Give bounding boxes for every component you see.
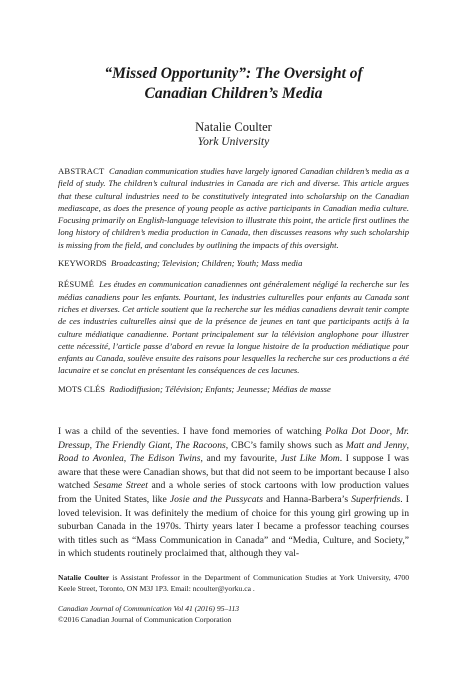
show-title: Josie and the Pussycats <box>169 494 263 506</box>
journal-info: Canadian Journal of Communication Vol 41 (2016) 95–113 <box>58 604 240 614</box>
show-title: The Racoons <box>175 439 226 451</box>
show-title: The Friendly Giant <box>94 439 171 451</box>
body-text: , <box>89 439 95 451</box>
keywords-text: Broadcasting; Television; Children; Youth; Mass media <box>111 258 303 269</box>
show-title: The Edison Twins <box>129 453 201 465</box>
keywords <box>58 257 409 269</box>
body-text: and a whole series of stock cartoons with low production values from the United States, like <box>58 480 409 506</box>
resume-text: Les études en communication canadiennes ont généralement négligé la recherche sur les médias canadiens pour les enfants. Pourtant, les industries culturelles pour enfants au Canada sont riches et diverses. Cet article soutient que la recherche sur les médias canadiens devrait tenir compte de ces industries culturelles ainsi que de la présence de jeunes en tant que participants actifs à la culture médiatique canadienne. Portant principalement sur la télévision anglophone pour illustrer cette nécessité, l’article passe d’abord en revue la longue histoire de la production médiatique pour enfants au Canada, soulève ensuite des raisons pour lesquelles la recherche sur ces productions a été lacunaire et se conclut en présentant les conséquences de ces lacunes. <box>58 279 409 376</box>
body-text: , <box>170 439 176 451</box>
footnote-text: is Assistant Professor in the Department of Communication Studies at York University, 4700 Keele Street, Toronto, ON M3J 1P3. Email: ncoulter@yorku.ca . <box>58 572 410 593</box>
author-footnote <box>58 573 409 594</box>
author-affiliation: York University <box>197 136 270 148</box>
resume <box>58 278 409 376</box>
show-title: Superfriends <box>351 494 401 506</box>
article-title <box>58 64 409 104</box>
body-text: , <box>389 426 396 438</box>
title-line-1: “Missed Opportunity”: The Oversight of <box>104 65 363 82</box>
show-title: Polka Dot Door <box>325 426 390 438</box>
show-title: Matt and Jenny <box>345 439 407 451</box>
keywords-label: KEYWORDS <box>58 258 107 269</box>
abstract-label: ABSTRACT <box>58 166 105 176</box>
author-name: Natalie Coulter <box>195 120 272 134</box>
resume-label: RÉSUMÉ <box>58 279 95 290</box>
body-text: , <box>123 453 130 465</box>
citation-line-1 <box>58 604 409 615</box>
body-text: , CBC’s family shows such as <box>225 439 346 451</box>
body-text: , and my favourite, <box>200 453 281 465</box>
mots-cles <box>58 383 409 395</box>
abstract <box>58 165 409 251</box>
abstract-text: Canadian communication studies have largely ignored Canadian children’s media as a field of study. The children’s cultural industries in Canada are rich and diverse. This article argues that these cultural industries need to be constitutively integrated into scholarship on the Canadian mediascape, as does the presence of young people as active participants in Canadian media culture. Focusing primarily on English-language television to illustrate this point, the article first outlines the long history of children’s media production in Canada, then discusses reasons why such scholarship is missing from the field, and concludes by outlining the impacts of this oversight. <box>58 166 409 250</box>
body-text: , <box>406 439 410 451</box>
body-paragraph <box>58 425 409 561</box>
show-title: Mr. Dressup <box>58 426 409 451</box>
body-text: . I loved television. It was definitely the medium of choice for this young girl growing up in suburban Canada in the 1970s. Thirty years later I became a professor teaching courses with titles such as “Mass Communication in Canada” and “Media, Culture, and Society,” in which students routinely proclaimed that, although they val- <box>58 494 409 560</box>
body-text: I was a child of the seventies. I have fond memories of watching <box>58 426 326 438</box>
mots-cles-label: MOTS CLÉS <box>58 383 106 394</box>
show-title: Road to Avonlea <box>58 453 124 465</box>
footnote-author-name: Natalie Coulter <box>58 572 110 582</box>
journal-citation <box>58 604 409 625</box>
body-text: and Hanna-Barbera’s <box>262 494 352 506</box>
show-title: Sesame Street <box>93 480 148 492</box>
citation-line-2: ©2016 Canadian Journal of Communication Corporation <box>58 614 232 624</box>
mots-cles-text: Radiodiffusion; Télévision; Enfants; Jeunesse; Médias de masse <box>109 383 331 394</box>
body-text: . I suppose I was aware that these were Canadian shows, but that did not seem to be important because I also watched <box>58 453 409 492</box>
title-line-2: Canadian Children’s Media <box>144 85 323 102</box>
show-title: Just Like Mom <box>280 453 340 465</box>
